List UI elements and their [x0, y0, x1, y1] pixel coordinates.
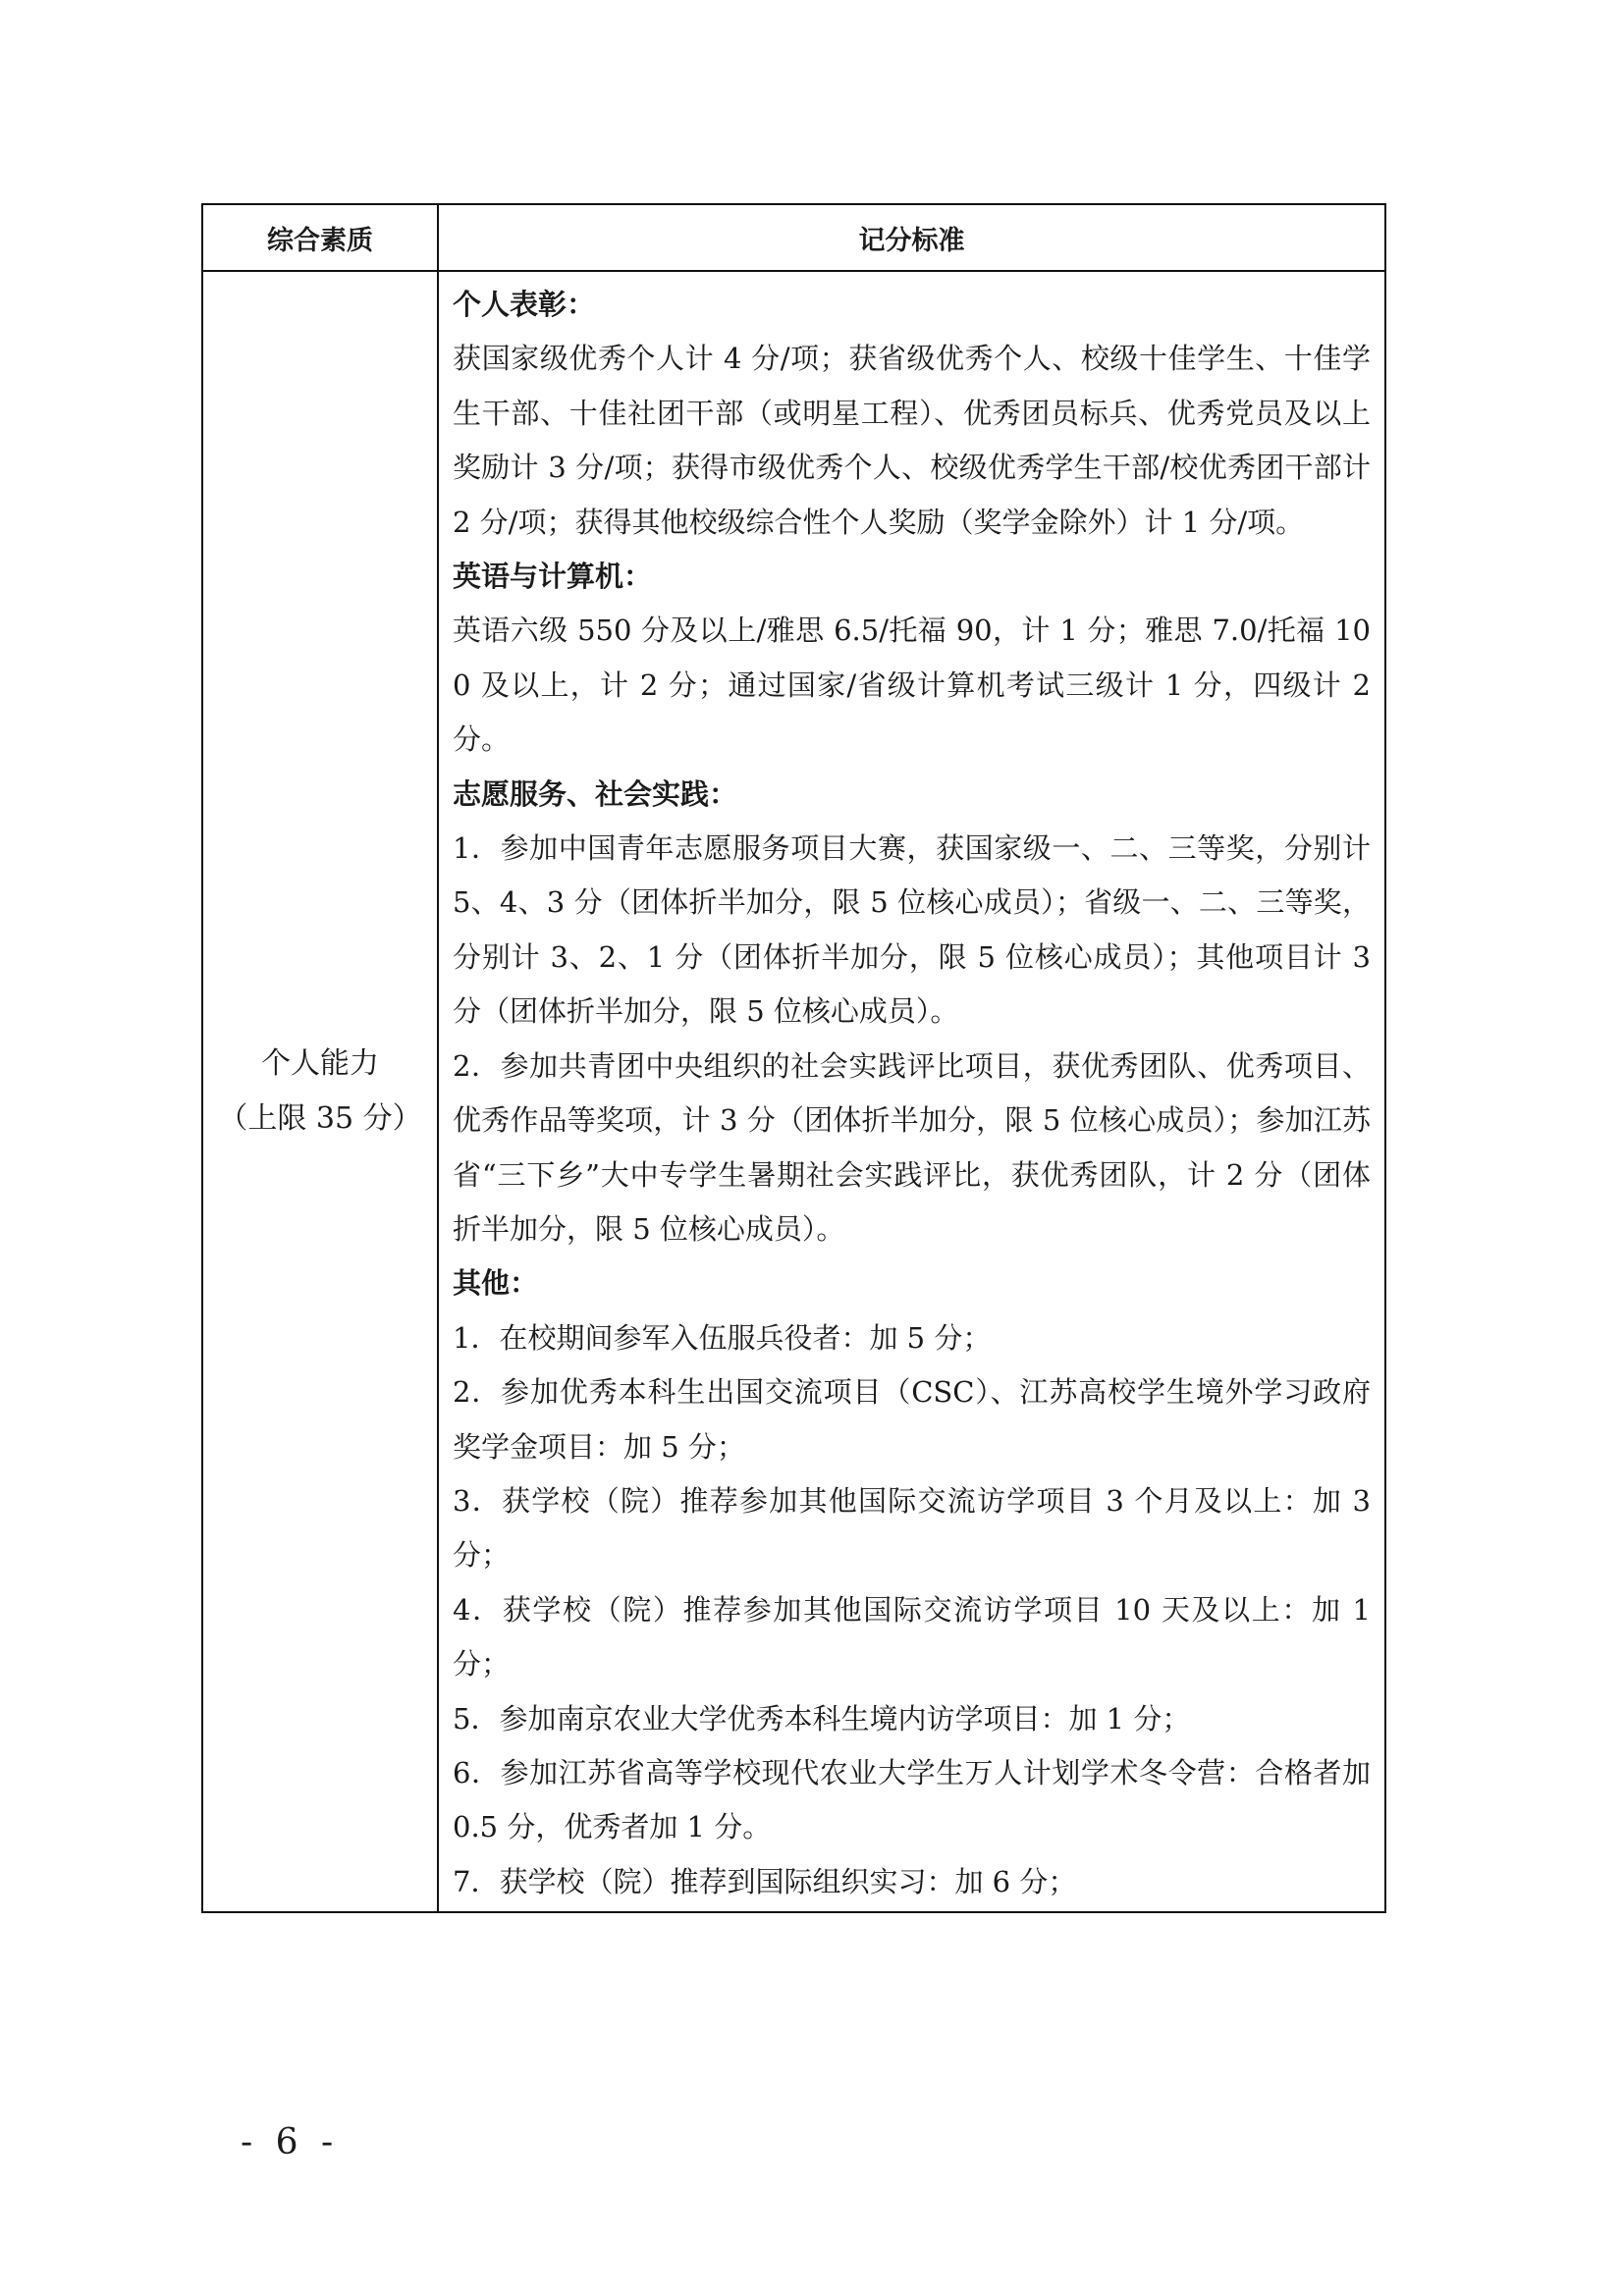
page-number: - 6 -	[241, 2122, 340, 2163]
section-title: 个人表彰：	[453, 288, 596, 321]
section-other	[453, 1256, 1371, 1909]
section-paragraph: 3．获学校（院）推荐参加其他国际交流访学项目 3 个月及以上：加 3 分；	[453, 1483, 1371, 1573]
section-title: 志愿服务、社会实践：	[453, 776, 738, 811]
section-paragraph: 7．获学校（院）推荐到国际组织实习：加 6 分；	[453, 1864, 1077, 1898]
section-paragraph: 英语六级 550 分及以上/雅思 6.5/托福 90，计 1 分；雅思 7.0/托福 100 及以上，计 2 分；通过国家/省级计算机考试三级计 1 分，四级计 2 分。	[453, 614, 1371, 757]
section-paragraph: 6．参加江苏省高等学校现代农业大学生万人计划学术冬令营：合格者加 0.5 分，优秀者加 1 分。	[453, 1755, 1371, 1844]
header-criteria: 记分标准	[438, 204, 1385, 271]
header-category: 综合素质	[202, 204, 438, 271]
category-name: 个人能力	[261, 1046, 379, 1082]
section-paragraph: 5．参加南京农业大学优秀本科生境内访学项目：加 1 分；	[453, 1701, 1191, 1735]
section-paragraph: 4．获学校（院）推荐参加其他国际交流访学项目 10 天及以上：加 1 分；	[453, 1592, 1371, 1682]
section-english-computer	[453, 550, 1371, 768]
criteria-cell	[438, 271, 1385, 1912]
section-title: 英语与计算机：	[453, 560, 653, 594]
category-limit: （上限 35 分）	[218, 1101, 422, 1137]
section-paragraph: 1．参加中国青年志愿服务项目大赛，获国家级一、二、三等奖，分别计 5、4、3 分（团体折半加分，限 5 位核心成员）；省级一、二、三等奖，分别计 3、2、1 分（团体折半加分，限 5 位核心成员）；其他项目计 3 分（团体折半加分，限 5 位核心成员）。	[453, 831, 1371, 1029]
section-title: 其他：	[453, 1266, 539, 1301]
section-paragraph: 2．参加共青团中央组织的社会实践评比项目，获优秀团队、优秀项目、优秀作品等奖项，计 3 分（团体折半加分，限 5 位核心成员）；参加江苏省“三下乡”大中专学生暑期社会实践评比，获优秀团队，计 2 分（团体折半加分，限 5 位核心成员）。	[453, 1048, 1371, 1246]
section-volunteer-practice	[453, 768, 1371, 1257]
table-header-row	[202, 204, 1385, 271]
scoring-table	[201, 203, 1386, 1913]
section-awards	[453, 278, 1371, 550]
section-paragraph: 1．在校期间参军入伍服兵役者：加 5 分；	[453, 1320, 992, 1355]
category-cell	[202, 271, 438, 1912]
section-paragraph: 获国家级优秀个人计 4 分/项；获省级优秀个人、校级十佳学生、十佳学生干部、十佳社团干部（或明星工程）、优秀团员标兵、优秀党员及以上奖励计 3 分/项；获得市级优秀个人、校级优秀学生干部/校优秀团干部计 2 分/项；获得其他校级综合性个人奖励（奖学金除外）计 1 分/项。	[453, 342, 1371, 539]
section-paragraph: 2．参加优秀本科生出国交流项目（CSC）、江苏高校学生境外学习政府奖学金项目：加 5 分；	[453, 1375, 1371, 1464]
table-body-row	[202, 271, 1385, 1912]
